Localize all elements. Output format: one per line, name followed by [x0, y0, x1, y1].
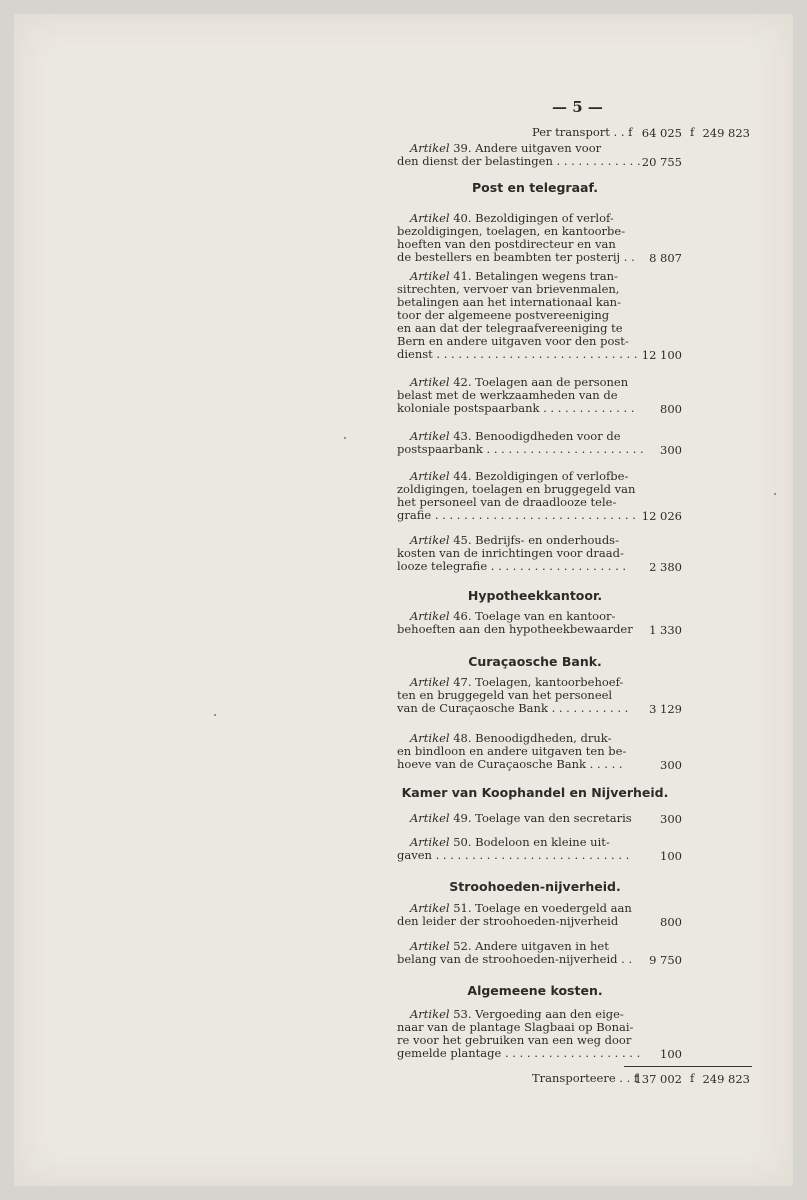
- article-44-line: grafie . . . . . . . . . . . . . . . . . . . . . . . . . . . .: [397, 508, 636, 522]
- article-53-amount: 100: [660, 1047, 682, 1061]
- article-39-line: den dienst der belastingen . . . . . . . . . . . .: [397, 154, 641, 168]
- article-44-line: zoldigingen, toelagen en bruggegeld van: [397, 482, 636, 496]
- article-47-amount: 3 129: [649, 702, 682, 716]
- article-40-amount: 8 807: [649, 251, 682, 265]
- article-53-line: gemelde plantage . . . . . . . . . . . . . . . . . . .: [397, 1046, 641, 1060]
- article-46-amount: 1 330: [649, 623, 682, 637]
- article-51-line: Artikel 51. Toelage en voedergeld aan: [410, 901, 632, 915]
- article-42-line: belast met de werkzaamheden van de: [397, 388, 618, 402]
- article-48-line: Artikel 48. Benoodigdheden, druk-: [410, 731, 612, 745]
- article-43-line: Artikel 43. Benoodigdheden voor de: [410, 429, 621, 443]
- article-43-line: postspaarbank . . . . . . . . . . . . . . . . . . . . . .: [397, 442, 644, 456]
- article-47-line: ten en bruggegeld van het personeel: [397, 688, 613, 702]
- article-43-amount: 300: [660, 443, 682, 457]
- article-40-line: hoeften van den postdirecteur en van: [397, 237, 616, 251]
- article-51-amount: 800: [660, 915, 682, 929]
- transporteere-col2: 249 823: [702, 1072, 750, 1086]
- article-41-line: dienst . . . . . . . . . . . . . . . . . . . . . . . . . . . .: [397, 347, 638, 361]
- article-41-amount: 12 100: [641, 348, 682, 362]
- transporteere-f: f: [690, 1071, 695, 1085]
- article-46-line: behoeften aan den hypotheekbewaarder: [397, 622, 633, 636]
- article-40-line: de bestellers en beambten ter posterij . .: [397, 250, 635, 264]
- article-44-line: Artikel 44. Bezoldigingen of verlofbe-: [410, 469, 629, 483]
- article-50-line: gaven . . . . . . . . . . . . . . . . . . . . . . . . . . .: [397, 848, 630, 862]
- paper-speck: [214, 714, 216, 716]
- article-49-line: Artikel 49. Toelage van den secretaris: [410, 811, 632, 825]
- article-48-amount: 300: [660, 758, 682, 772]
- article-40-line: bezoldigingen, toelagen, en kantoorbe-: [397, 224, 626, 238]
- totals-rule: [624, 1066, 752, 1067]
- heading-hypotheekkantoor: Hypotheekkantoor.: [467, 588, 603, 603]
- article-45-line: Artikel 45. Bedrijfs- en onderhouds-: [410, 533, 619, 547]
- heading-kamer-koophandel: Kamer van Koophandel en Nijverheid.: [401, 785, 669, 800]
- article-53-line: re voor het gebruiken van een weg door: [397, 1033, 632, 1047]
- article-48-line: en bindloon en andere uitgaven ten be-: [397, 744, 627, 758]
- article-40-line: Artikel 40. Bezoldigingen of verlof-: [410, 211, 614, 225]
- article-42-line: koloniale postspaarbank . . . . . . . . . . . . .: [397, 401, 635, 415]
- paper-speck: [774, 493, 776, 495]
- heading-post-telegraaf: Post en telegraaf.: [472, 180, 598, 195]
- article-45-line: looze telegrafie . . . . . . . . . . . . . . . . . . .: [397, 559, 627, 573]
- article-41-line: en aan dat der telegraafvereeniging te: [397, 321, 623, 335]
- transporteere-label: Transporteere . . f: [532, 1071, 639, 1085]
- article-52-line: Artikel 52. Andere uitgaven in het: [410, 939, 609, 953]
- article-53-line: naar van de plantage Slagbaai op Bonai-: [397, 1020, 634, 1034]
- article-44-amount: 12 026: [641, 509, 682, 523]
- article-41-line: betalingen aan het internationaal kan-: [397, 295, 621, 309]
- article-41-line: sitrechten, vervoer van brievenmalen,: [397, 282, 620, 296]
- per-transport-f: f: [690, 125, 695, 139]
- article-39-line: Artikel 39. Andere uitgaven voor: [410, 141, 602, 155]
- page-number: — 5 —: [552, 98, 603, 116]
- article-51-line: den leider der stroohoeden-nijverheid: [397, 914, 619, 928]
- transporteere-col1: 137 002: [634, 1072, 682, 1086]
- article-48-line: hoeve van de Curaçaosche Bank . . . . .: [397, 757, 623, 771]
- per-transport-label: Per transport . . f: [532, 125, 633, 139]
- article-49-amount: 300: [660, 812, 682, 826]
- article-46-line: Artikel 46. Toelage van en kantoor-: [410, 609, 616, 623]
- per-transport-col1: 64 025: [641, 126, 682, 140]
- article-45-amount: 2 380: [649, 560, 682, 574]
- per-transport-col2: 249 823: [702, 126, 750, 140]
- article-47-line: van de Curaçaosche Bank . . . . . . . . . . .: [397, 701, 629, 715]
- article-41-line: Artikel 41. Betalingen wegens tran-: [410, 269, 618, 283]
- article-50-line: Artikel 50. Bodeloon en kleine uit-: [410, 835, 610, 849]
- article-39-amount: 20 755: [641, 155, 682, 169]
- paper-speck: [344, 437, 346, 439]
- article-45-line: kosten van de inrichtingen voor draad-: [397, 546, 624, 560]
- article-41-line: toor der algemeene postvereeniging: [397, 308, 610, 322]
- article-52-line: belang van de stroohoeden-nijverheid . .: [397, 952, 633, 966]
- document-page: [14, 14, 793, 1186]
- article-42-line: Artikel 42. Toelagen aan de personen: [410, 375, 629, 389]
- heading-algemeene-kosten: Algemeene kosten.: [467, 983, 603, 998]
- heading-stroohoeden: Stroohoeden-nijverheid.: [449, 879, 621, 894]
- heading-curacaosche-bank: Curaçaosche Bank.: [468, 654, 602, 669]
- article-47-line: Artikel 47. Toelagen, kantoorbehoef-: [410, 675, 624, 689]
- article-52-amount: 9 750: [649, 953, 682, 967]
- article-41-line: Bern en andere uitgaven voor den post-: [397, 334, 629, 348]
- article-44-line: het personeel van de draadlooze tele-: [397, 495, 617, 509]
- article-42-amount: 800: [660, 402, 682, 416]
- article-50-amount: 100: [660, 849, 682, 863]
- article-53-line: Artikel 53. Vergoeding aan den eige-: [410, 1007, 624, 1021]
